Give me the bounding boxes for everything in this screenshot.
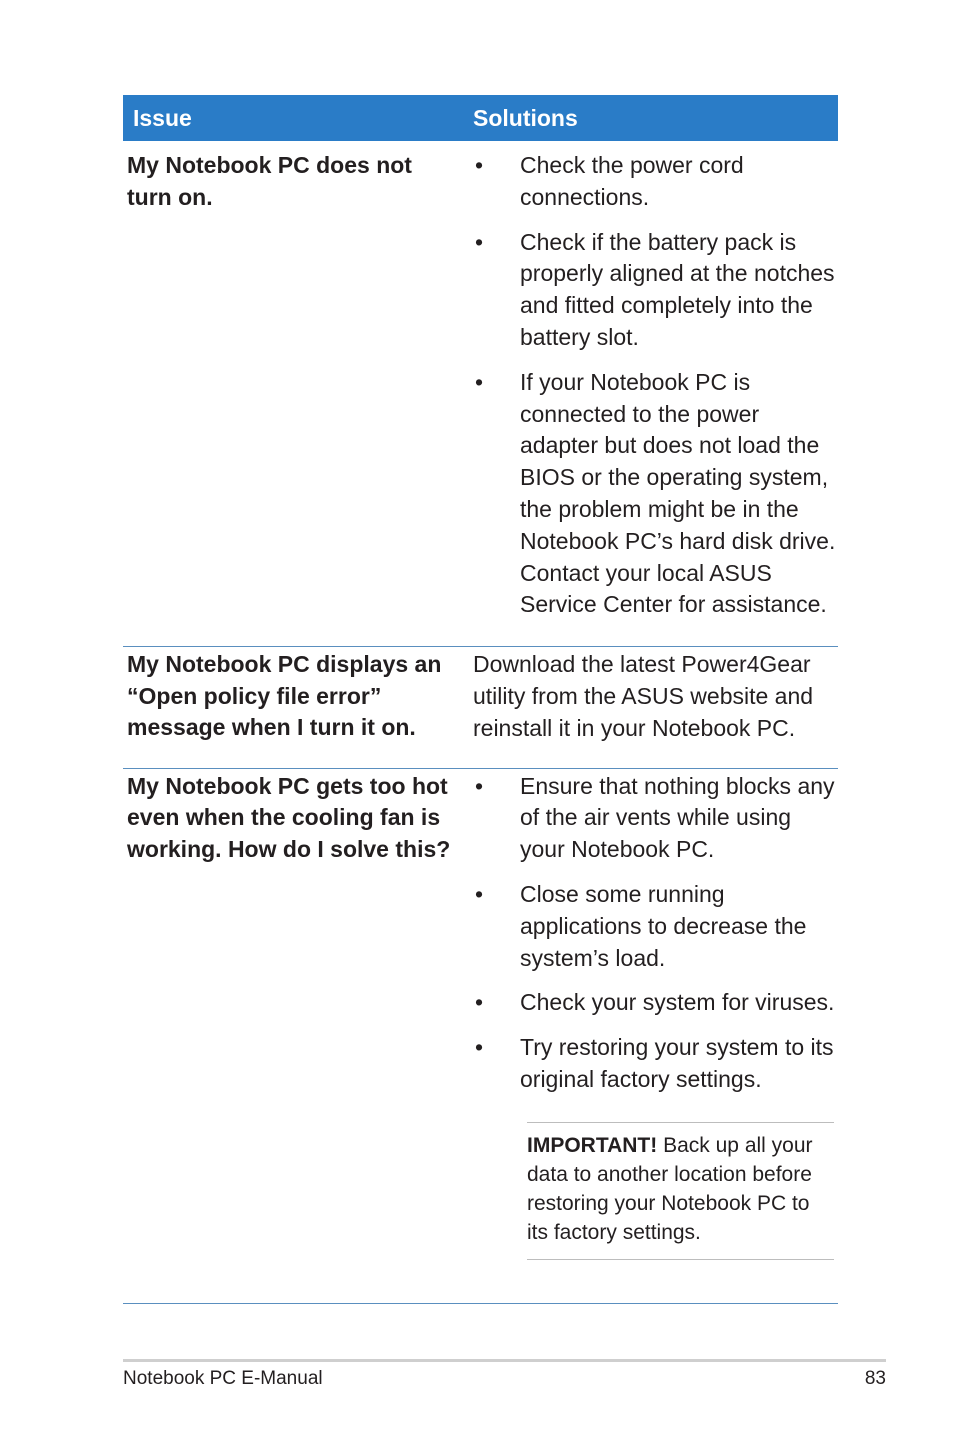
troubleshooting-table	[123, 95, 838, 1304]
solutions-cell	[473, 771, 838, 1260]
solution-text: Check if the battery pack is properly aligned at the notches and fitted completely into the battery slot.	[520, 228, 835, 350]
table-bottom-rule	[123, 1303, 838, 1304]
table-header	[123, 95, 838, 141]
bullet-icon: •	[475, 989, 484, 1016]
solutions-cell	[473, 150, 838, 621]
footer-divider	[123, 1359, 886, 1362]
issue-cell: My Notebook PC displays an “Open policy file error” message when I turn it on.	[127, 651, 442, 741]
page-number: 83	[864, 1368, 886, 1389]
bullet-icon: •	[475, 880, 484, 907]
list-item	[473, 227, 838, 354]
header-solutions: Solutions	[473, 104, 578, 131]
bullet-icon: •	[475, 1034, 484, 1061]
list-item	[473, 150, 838, 214]
solution-text: Try restoring your system to its original factory settings.	[520, 1034, 834, 1092]
list-item	[473, 987, 838, 1019]
bullet-icon: •	[475, 228, 484, 255]
solutions-cell: Download the latest Power4Gear utility from the ASUS website and reinstall it in your Notebook PC.	[473, 651, 814, 741]
table-row	[123, 768, 838, 1303]
important-label: IMPORTANT!	[527, 1133, 658, 1157]
list-item	[473, 1032, 838, 1096]
header-issue: Issue	[133, 104, 192, 131]
issue-cell: My Notebook PC gets too hot even when the cooling fan is working. How do I solve this?	[127, 772, 451, 862]
footer-title: Notebook PC E-Manual	[123, 1368, 323, 1389]
solution-list	[473, 771, 838, 1096]
issue-cell: My Notebook PC does not turn on.	[127, 152, 412, 210]
solution-text: Check your system for viruses.	[520, 989, 835, 1016]
important-text: Back up all your data to another location before restoring your Notebook PC to its factory settings.	[527, 1133, 813, 1245]
important-note	[527, 1122, 834, 1260]
list-item	[473, 879, 838, 974]
bullet-icon: •	[475, 368, 484, 395]
solution-text: Close some running applications to decrease the system’s load.	[520, 880, 807, 971]
list-item	[473, 367, 838, 621]
solution-text: Ensure that nothing blocks any of the air vents while using your Notebook PC.	[520, 772, 835, 863]
table-row	[123, 646, 838, 767]
bullet-icon: •	[475, 772, 484, 799]
table-row	[123, 141, 838, 646]
list-item	[473, 771, 838, 866]
bullet-icon: •	[475, 152, 484, 178]
solution-text: If your Notebook PC is connected to the power adapter but does not load the BIOS or the operating system, the problem might be in the Notebook PC’s hard disk drive. Contact your local ASUS Service Center for assistance.	[520, 368, 836, 618]
solution-list	[473, 150, 838, 621]
solution-text: Check the power cord connections.	[520, 152, 744, 210]
